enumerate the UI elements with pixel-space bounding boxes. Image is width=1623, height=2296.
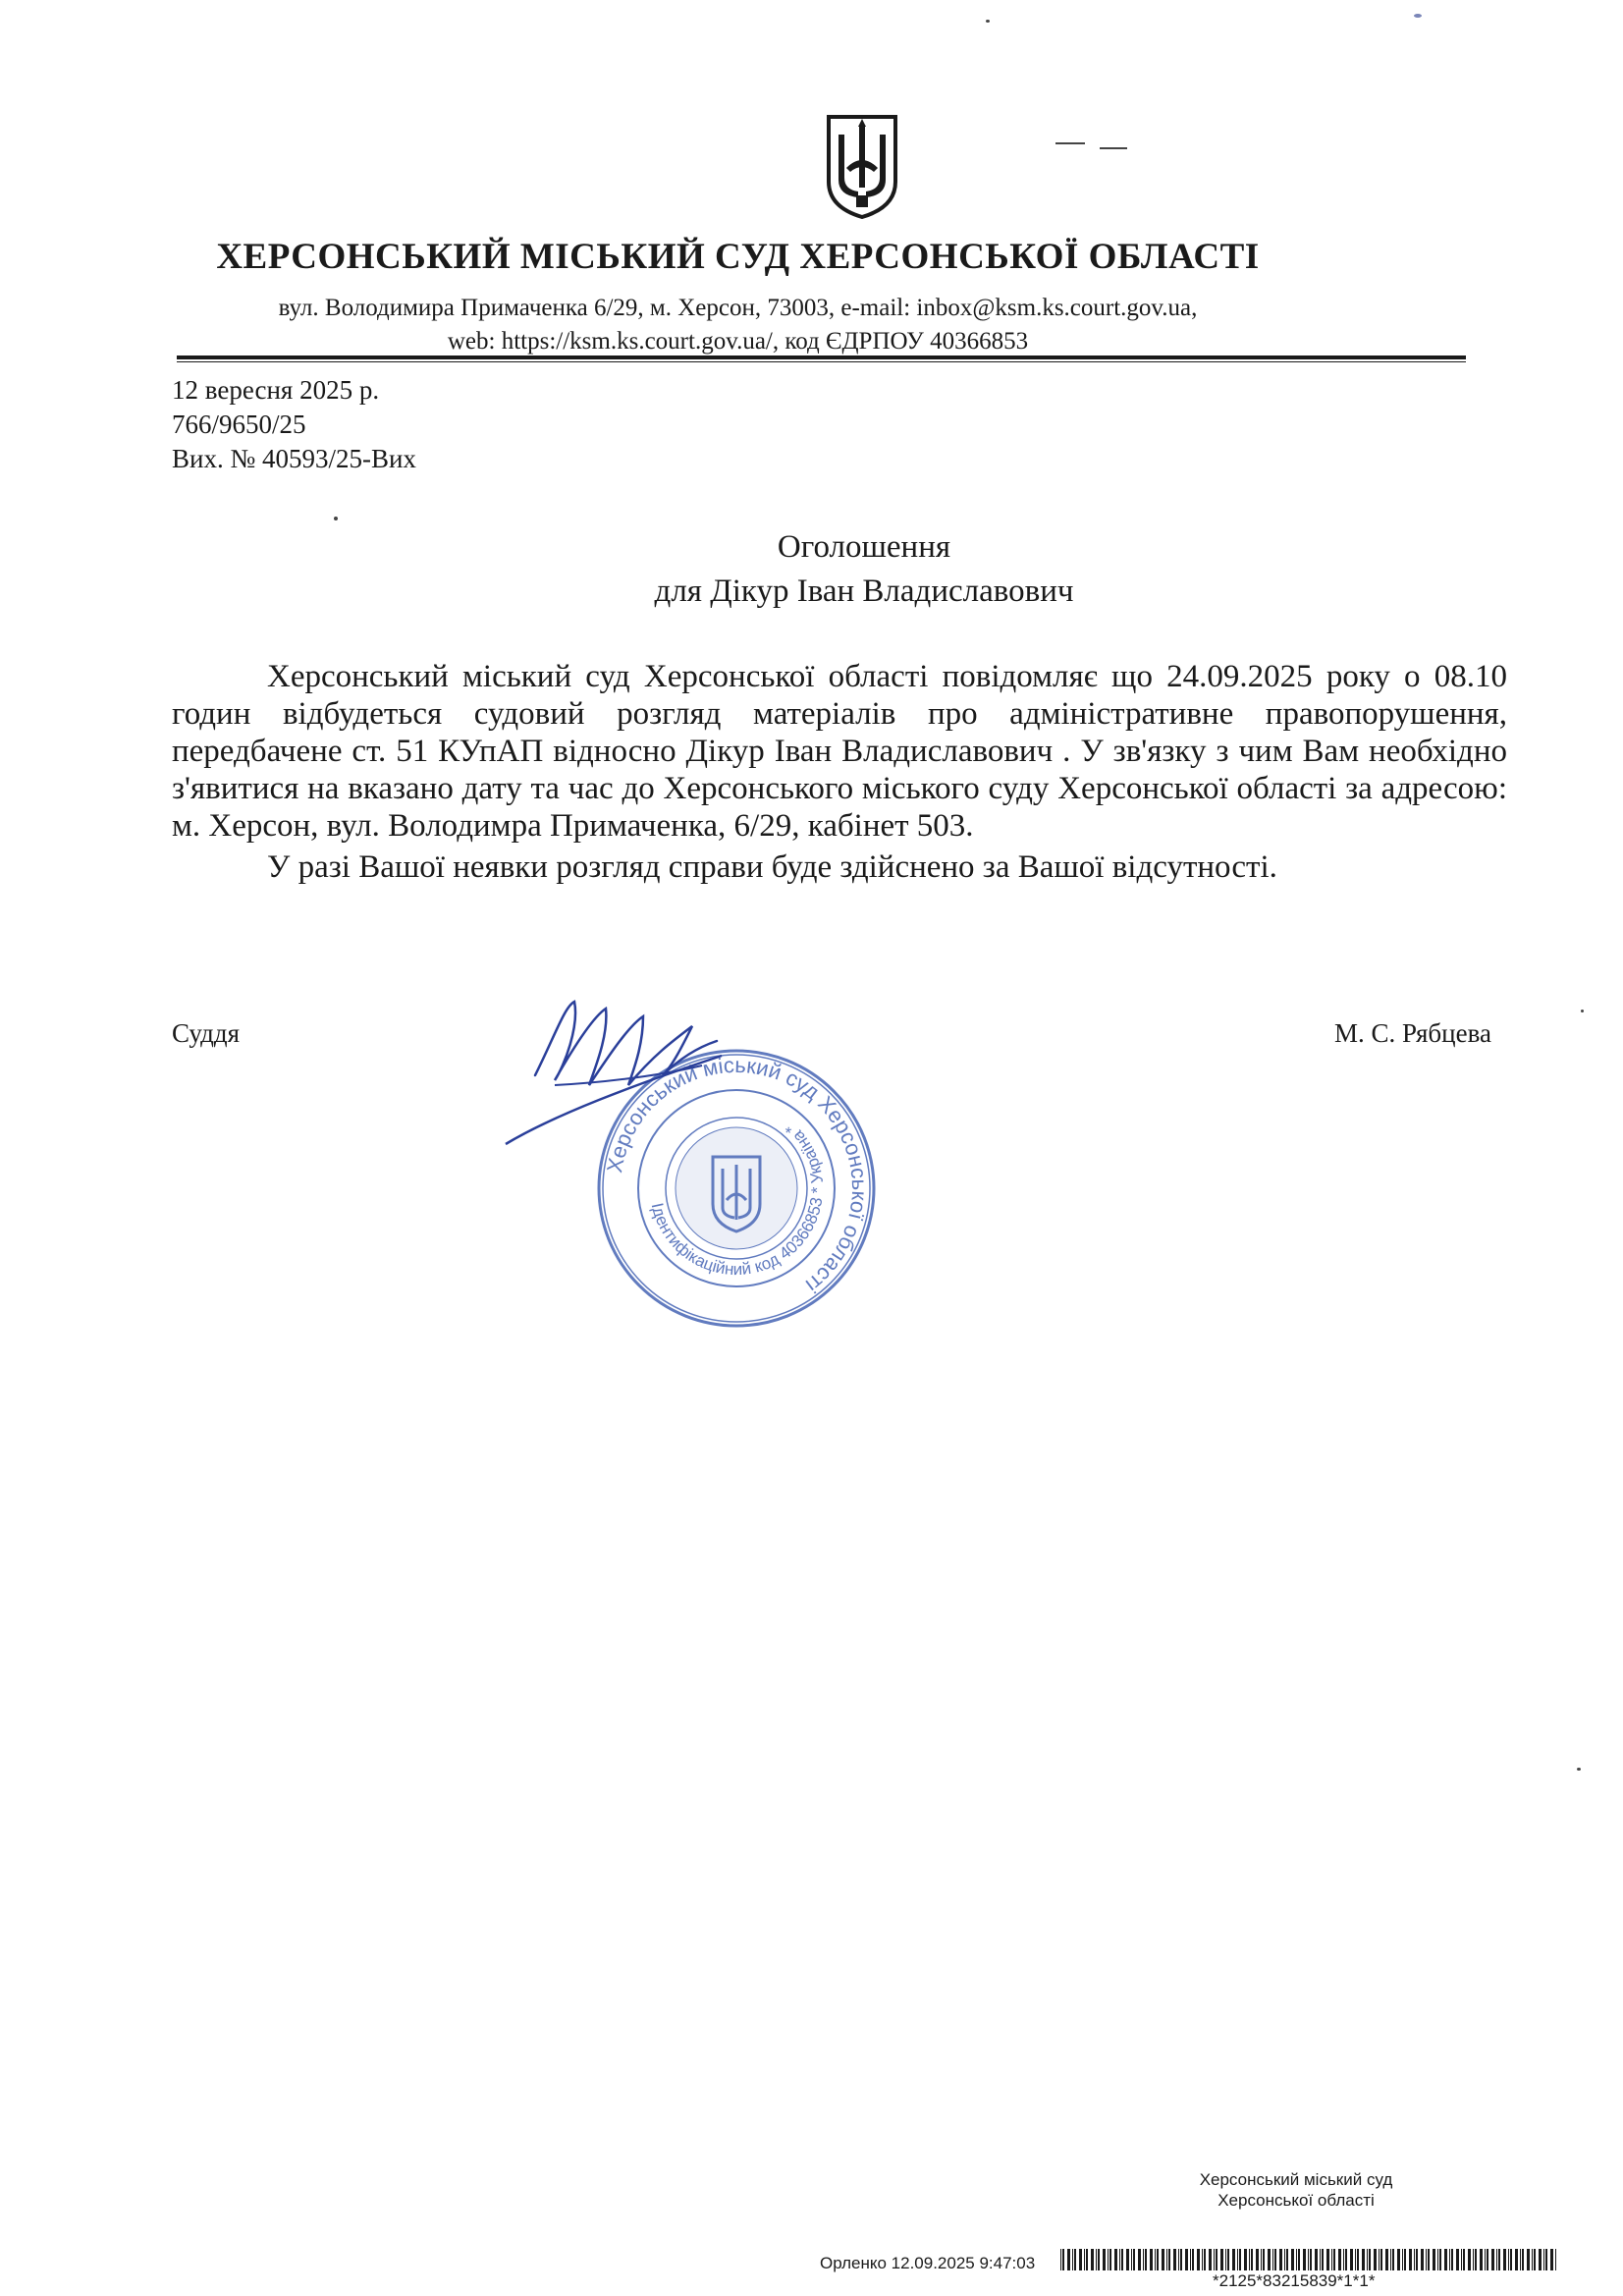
- barcode-bar: [1322, 2249, 1324, 2270]
- footer-court: [1149, 2169, 1443, 2211]
- barcode-bar: [1345, 2249, 1347, 2270]
- barcode-bar: [1392, 2249, 1394, 2270]
- barcode-bar: [1103, 2249, 1106, 2270]
- barcode-bar: [1508, 2249, 1509, 2270]
- scan-speck: [1581, 1010, 1584, 1012]
- barcode-bar: [1532, 2249, 1533, 2270]
- barcode-bar: [1298, 2249, 1300, 2270]
- title-line-1: Оголошення: [777, 529, 951, 565]
- barcode-bar: [1414, 2249, 1415, 2270]
- barcode-bar: [1310, 2249, 1312, 2270]
- barcode-bar: [1357, 2249, 1359, 2270]
- announcement-title: [0, 525, 1623, 614]
- barcode-bar: [1131, 2249, 1132, 2270]
- barcode-bar: [1333, 2249, 1335, 2270]
- barcode-bar: [1308, 2249, 1309, 2270]
- scan-speck: [1055, 142, 1085, 144]
- barcode-bar: [1214, 2249, 1215, 2270]
- barcode-bar: [1473, 2249, 1474, 2270]
- barcode-bar: [1244, 2249, 1247, 2270]
- barcode-bar: [1155, 2249, 1156, 2270]
- barcode-bar: [1522, 2249, 1524, 2270]
- barcode-bar: [1534, 2249, 1536, 2270]
- barcode-bar: [1374, 2249, 1377, 2270]
- judge-role: Суддя: [172, 1018, 241, 1048]
- barcode-bar: [1550, 2249, 1553, 2270]
- footer-court-line-2: Херсонської області: [1217, 2191, 1375, 2210]
- barcode-bar: [1510, 2249, 1512, 2270]
- barcode-bar: [1286, 2249, 1288, 2270]
- case-number: 766/9650/25: [172, 410, 306, 439]
- barcode-bar: [1133, 2249, 1135, 2270]
- barcode-bar: [1274, 2249, 1276, 2270]
- barcode-bar: [1409, 2249, 1412, 2270]
- barcode-bar: [1162, 2249, 1164, 2270]
- barcode-bar: [1315, 2249, 1318, 2270]
- judge-name: М. С. Рябцева: [1334, 1018, 1491, 1048]
- barcode-bar: [1114, 2249, 1117, 2270]
- barcode-bar: [1166, 2249, 1167, 2270]
- barcode-bar: [1256, 2249, 1259, 2270]
- barcode-bar: [1204, 2249, 1206, 2270]
- barcode-bar: [1108, 2249, 1109, 2270]
- barcode-bar: [1355, 2249, 1356, 2270]
- barcode-bar: [1515, 2249, 1518, 2270]
- barcode-bar: [1168, 2249, 1170, 2270]
- barcode-bar: [1178, 2249, 1179, 2270]
- header-divider-thin: [177, 361, 1466, 362]
- barcode-bar: [1072, 2249, 1073, 2270]
- barcode: [1060, 2249, 1561, 2270]
- address-line-2: web: https://ksm.ks.court.gov.ua/, код ЄДРПОУ 40366853: [447, 328, 1029, 355]
- barcode-bar: [1485, 2249, 1486, 2270]
- barcode-bar: [1369, 2249, 1371, 2270]
- document-date: 12 вересня 2025 р.: [172, 375, 380, 405]
- barcode-bar: [1060, 2249, 1061, 2270]
- barcode-bar: [1239, 2249, 1241, 2270]
- barcode-bar: [1227, 2249, 1229, 2270]
- barcode-bar: [1331, 2249, 1332, 2270]
- barcode-bar: [1138, 2249, 1141, 2270]
- barcode-bar: [1404, 2249, 1406, 2270]
- barcode-bar: [1397, 2249, 1400, 2270]
- barcode-bar: [1197, 2249, 1200, 2270]
- barcode-bar: [1119, 2249, 1120, 2270]
- barcode-bar: [1303, 2249, 1306, 2270]
- barcode-bar: [1487, 2249, 1488, 2270]
- barcode-bar: [1433, 2249, 1435, 2270]
- court-address: [0, 292, 1476, 358]
- barcode-bar: [1362, 2249, 1365, 2270]
- barcode-bar: [1284, 2249, 1285, 2270]
- barcode-bar: [1379, 2249, 1380, 2270]
- barcode-bar: [1463, 2249, 1465, 2270]
- barcode-bar: [1539, 2249, 1542, 2270]
- scan-speck: [334, 517, 338, 520]
- barcode-bar: [1074, 2249, 1076, 2270]
- barcode-text: *2125*83215839*1*1*: [1213, 2271, 1376, 2290]
- barcode-bar: [1338, 2249, 1341, 2270]
- barcode-bar: [1527, 2249, 1530, 2270]
- barcode-bar: [1279, 2249, 1282, 2270]
- barcode-bar: [1225, 2249, 1226, 2270]
- barcode-bar: [1437, 2249, 1438, 2270]
- barcode-bar: [1421, 2249, 1424, 2270]
- header-divider: [177, 355, 1466, 359]
- outgoing-number: Вих. № 40593/25-Вих: [172, 444, 416, 473]
- barcode-bar: [1173, 2249, 1176, 2270]
- barcode-bar: [1491, 2249, 1494, 2270]
- barcode-bar: [1202, 2249, 1203, 2270]
- barcode-bar: [1121, 2249, 1123, 2270]
- barcode-bar: [1096, 2249, 1097, 2270]
- address-line-1: вул. Володимира Примаченка 6/29, м. Херсон, 73003, e-mail: inbox@ksm.ks.court.gov.ua,: [278, 295, 1198, 321]
- barcode-bar: [1216, 2249, 1217, 2270]
- barcode-bar: [1416, 2249, 1418, 2270]
- barcode-bar: [1468, 2249, 1471, 2270]
- barcode-bar: [1251, 2249, 1253, 2270]
- barcode-bar: [1444, 2249, 1447, 2270]
- barcode-bar: [1439, 2249, 1441, 2270]
- barcode-bar: [1062, 2249, 1064, 2270]
- body-paragraph-2: У разі Вашої неявки розгляд справи буде здійснено за Вашої відсутності.: [267, 849, 1277, 885]
- barcode-bar: [1291, 2249, 1294, 2270]
- barcode-bar: [1451, 2249, 1453, 2270]
- barcode-bar: [1126, 2249, 1129, 2270]
- barcode-bar: [1220, 2249, 1223, 2270]
- barcode-bar: [1320, 2249, 1321, 2270]
- barcode-bar: [1428, 2249, 1430, 2270]
- stamp-inner-text: Ідентифікаційний код 40366853 * Україна *: [647, 1119, 828, 1280]
- barcode-bar: [1086, 2249, 1088, 2270]
- barcode-bar: [1249, 2249, 1250, 2270]
- barcode-bar: [1263, 2249, 1265, 2270]
- barcode-bar: [1461, 2249, 1462, 2270]
- barcode-bar: [1084, 2249, 1085, 2270]
- barcode-bar: [1150, 2249, 1153, 2270]
- barcode-bar: [1350, 2249, 1353, 2270]
- barcode-bar: [1091, 2249, 1094, 2270]
- barcode-bar: [1157, 2249, 1159, 2270]
- announcement-body: [172, 658, 1507, 886]
- barcode-bar: [1545, 2249, 1547, 2270]
- barcode-bar: [1232, 2249, 1235, 2270]
- scan-speck: [1414, 14, 1422, 18]
- barcode-bar: [1067, 2249, 1070, 2270]
- barcode-bar: [1185, 2249, 1188, 2270]
- barcode-bar: [1180, 2249, 1182, 2270]
- barcode-bar: [1426, 2249, 1427, 2270]
- stamp-outer-text: Херсонський міський суд Херсонської області: [602, 1052, 873, 1298]
- barcode-bar: [1475, 2249, 1477, 2270]
- footer-court-line-1: Херсонський міський суд: [1199, 2170, 1393, 2189]
- court-name: ХЕРСОНСЬКИЙ МІСЬКИЙ СУД ХЕРСОНСЬКОЇ ОБЛАСТІ: [216, 237, 1260, 277]
- judge-signature: [496, 987, 751, 1154]
- body-paragraph-1: Херсонський міський суд Херсонської області повідомляє що 24.09.2025 року о 08.10 годин відбудеться судовий розгляд матеріалів про адміністративне правопорушення, передбачене ст. 51 КУпАП відносно Дікур Іван Владиславович . У зв'язку з чим Вам необхідно з'явитися на вказано дату та час до Херсонського міського суду Херсонської області за адресою: м. Херсон, вул. Володимра Примаченка, 6/29, кабінет 503.: [172, 659, 1507, 844]
- barcode-bar: [1143, 2249, 1144, 2270]
- barcode-bar: [1555, 2249, 1556, 2270]
- barcode-bar: [1367, 2249, 1368, 2270]
- barcode-bar: [1498, 2249, 1500, 2270]
- barcode-bar: [1390, 2249, 1391, 2270]
- barcode-bar: [1192, 2249, 1194, 2270]
- barcode-bar: [1456, 2249, 1459, 2270]
- barcode-bar: [1296, 2249, 1297, 2270]
- barcode-bar: [1496, 2249, 1497, 2270]
- scan-speck: [986, 20, 990, 23]
- barcode-bar: [1449, 2249, 1450, 2270]
- barcode-bar: [1385, 2249, 1388, 2270]
- barcode-bar: [1543, 2249, 1544, 2270]
- title-line-2: для Дікур Іван Владиславович: [654, 574, 1074, 609]
- barcode-bar: [1480, 2249, 1483, 2270]
- barcode-bar: [1520, 2249, 1521, 2270]
- barcode-bar: [1261, 2249, 1262, 2270]
- barcode-bar: [1326, 2249, 1329, 2270]
- barcode-bar: [1109, 2249, 1111, 2270]
- barcode-bar: [1145, 2249, 1147, 2270]
- barcode-bar: [1190, 2249, 1191, 2270]
- barcode-bar: [1503, 2249, 1506, 2270]
- barcode-bar: [1380, 2249, 1382, 2270]
- scan-speck: [1577, 1768, 1581, 1771]
- scan-speck: [1100, 147, 1127, 149]
- barcode-bar: [1098, 2249, 1100, 2270]
- document-meta: [172, 373, 416, 476]
- barcode-bar: [1079, 2249, 1082, 2270]
- barcode-bar: [1402, 2249, 1403, 2270]
- barcode-bar: [1237, 2249, 1238, 2270]
- coat-of-arms-icon: [823, 113, 901, 219]
- barcode-bar: [1343, 2249, 1344, 2270]
- barcode-bar: [1272, 2249, 1273, 2270]
- footer-clerk-timestamp: Орленко 12.09.2025 9:47:03: [820, 2254, 1036, 2272]
- barcode-bar: [1209, 2249, 1212, 2270]
- barcode-bar: [1268, 2249, 1271, 2270]
